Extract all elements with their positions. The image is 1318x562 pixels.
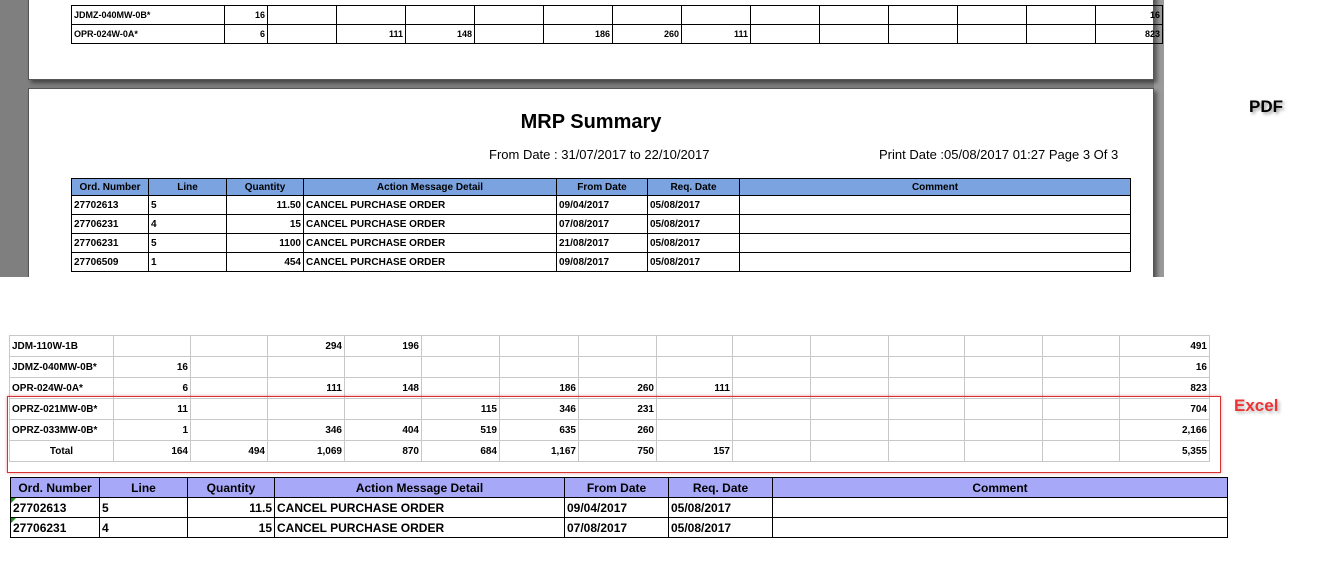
value-cell: 6 bbox=[114, 378, 191, 399]
value-cell: 1,167 bbox=[500, 441, 579, 462]
column-header: Action Message Detail bbox=[275, 478, 565, 498]
value-cell: 196 bbox=[345, 336, 422, 357]
column-header: Quantity bbox=[227, 179, 304, 196]
value-cell: 870 bbox=[345, 441, 422, 462]
value-cell bbox=[191, 357, 268, 378]
excel-label: Excel bbox=[1234, 396, 1279, 415]
value-cell bbox=[965, 336, 1043, 357]
value-cell bbox=[820, 25, 889, 44]
value-cell: 491 bbox=[1120, 336, 1210, 357]
detail-cell: 05/08/2017 bbox=[648, 234, 740, 253]
value-cell bbox=[1043, 336, 1120, 357]
table-row bbox=[10, 357, 1210, 378]
column-header: Req. Date bbox=[669, 478, 773, 498]
value-cell: 260 bbox=[579, 378, 657, 399]
detail-cell bbox=[740, 253, 1131, 272]
value-cell bbox=[733, 336, 811, 357]
table-row bbox=[72, 253, 1131, 272]
detail-cell: 11.5 bbox=[188, 498, 275, 518]
value-cell: 16 bbox=[1120, 357, 1210, 378]
value-cell: 16 bbox=[1096, 6, 1163, 25]
detail-cell: 27702613 bbox=[11, 498, 100, 518]
value-cell: 148 bbox=[345, 378, 422, 399]
detail-cell: 15 bbox=[188, 518, 275, 538]
item-code-cell: OPRZ-033MW-0B* bbox=[10, 420, 114, 441]
column-header: Line bbox=[149, 179, 227, 196]
value-cell: 16 bbox=[114, 357, 191, 378]
value-cell bbox=[337, 6, 406, 25]
detail-cell bbox=[773, 498, 1228, 518]
value-cell: 750 bbox=[579, 441, 657, 462]
value-cell: 186 bbox=[500, 378, 579, 399]
header-row bbox=[11, 478, 1228, 498]
item-code-cell: OPR-024W-0A* bbox=[72, 25, 225, 44]
table-row bbox=[72, 196, 1131, 215]
detail-cell: 05/08/2017 bbox=[648, 196, 740, 215]
value-cell bbox=[579, 336, 657, 357]
value-cell: 260 bbox=[613, 25, 682, 44]
value-cell: 684 bbox=[422, 441, 500, 462]
value-cell bbox=[889, 25, 958, 44]
value-cell: 823 bbox=[1096, 25, 1163, 44]
value-cell bbox=[751, 6, 820, 25]
value-cell bbox=[422, 336, 500, 357]
item-code-cell: JDM-110W-1B bbox=[10, 336, 114, 357]
detail-cell: 07/08/2017 bbox=[557, 215, 648, 234]
value-cell bbox=[422, 357, 500, 378]
value-cell bbox=[475, 25, 544, 44]
value-cell: 111 bbox=[657, 378, 733, 399]
value-cell: 2,166 bbox=[1120, 420, 1210, 441]
value-cell: 148 bbox=[406, 25, 475, 44]
detail-cell: 27706509 bbox=[72, 253, 149, 272]
detail-cell bbox=[740, 196, 1131, 215]
detail-cell: 05/08/2017 bbox=[669, 498, 773, 518]
value-cell bbox=[811, 357, 889, 378]
value-cell: 1 bbox=[114, 420, 191, 441]
detail-cell: 4 bbox=[149, 215, 227, 234]
value-cell bbox=[682, 6, 751, 25]
value-cell: 294 bbox=[268, 336, 345, 357]
column-header: Ord. Number bbox=[11, 478, 100, 498]
detail-cell bbox=[773, 518, 1228, 538]
detail-cell: CANCEL PURCHASE ORDER bbox=[275, 498, 565, 518]
value-cell bbox=[500, 357, 579, 378]
detail-cell bbox=[740, 234, 1131, 253]
value-cell: 157 bbox=[657, 441, 733, 462]
value-cell: 1,069 bbox=[268, 441, 345, 462]
value-cell bbox=[1043, 357, 1120, 378]
value-cell bbox=[613, 6, 682, 25]
table-row bbox=[72, 215, 1131, 234]
detail-cell: 21/08/2017 bbox=[557, 234, 648, 253]
detail-cell: 27706231 bbox=[11, 518, 100, 538]
value-cell: 260 bbox=[579, 420, 657, 441]
header-row bbox=[72, 179, 1131, 196]
detail-cell: 09/04/2017 bbox=[565, 498, 669, 518]
value-cell: 115 bbox=[422, 399, 500, 420]
value-cell: 404 bbox=[345, 420, 422, 441]
detail-cell: CANCEL PURCHASE ORDER bbox=[304, 253, 557, 272]
value-cell bbox=[1027, 6, 1096, 25]
column-header: Line bbox=[100, 478, 188, 498]
table-row bbox=[72, 6, 1163, 25]
item-code-cell: JDMZ-040MW-0B* bbox=[72, 6, 225, 25]
excel-detail-table bbox=[10, 477, 1228, 538]
value-cell: 186 bbox=[544, 25, 613, 44]
detail-cell: 5 bbox=[149, 196, 227, 215]
table-row bbox=[11, 518, 1228, 538]
detail-cell: CANCEL PURCHASE ORDER bbox=[304, 196, 557, 215]
value-cell: 111 bbox=[268, 378, 345, 399]
column-header: Ord. Number bbox=[72, 179, 149, 196]
detail-cell: 5 bbox=[149, 234, 227, 253]
detail-cell: 11.50 bbox=[227, 196, 304, 215]
value-cell bbox=[268, 357, 345, 378]
detail-cell: 27706231 bbox=[72, 215, 149, 234]
column-header: Comment bbox=[740, 179, 1131, 196]
detail-cell: CANCEL PURCHASE ORDER bbox=[304, 215, 557, 234]
value-cell bbox=[657, 357, 733, 378]
column-header: Comment bbox=[773, 478, 1228, 498]
item-code-cell: OPRZ-021MW-0B* bbox=[10, 399, 114, 420]
pdf-summary-table bbox=[71, 5, 1163, 44]
value-cell: 164 bbox=[114, 441, 191, 462]
value-cell bbox=[811, 336, 889, 357]
value-cell bbox=[820, 6, 889, 25]
value-cell: 111 bbox=[682, 25, 751, 44]
pdf-viewer[interactable] bbox=[0, 0, 1164, 277]
value-cell bbox=[733, 357, 811, 378]
value-cell: 346 bbox=[268, 420, 345, 441]
detail-cell bbox=[740, 215, 1131, 234]
column-header: Action Message Detail bbox=[304, 179, 557, 196]
detail-cell: 5 bbox=[100, 498, 188, 518]
table-row bbox=[72, 234, 1131, 253]
value-cell bbox=[544, 6, 613, 25]
detail-cell: 05/08/2017 bbox=[669, 518, 773, 538]
column-header: Req. Date bbox=[648, 179, 740, 196]
value-cell bbox=[958, 25, 1027, 44]
detail-cell: 15 bbox=[227, 215, 304, 234]
detail-cell: CANCEL PURCHASE ORDER bbox=[304, 234, 557, 253]
pdf-detail-table bbox=[71, 178, 1131, 272]
item-code-cell: JDMZ-040MW-0B* bbox=[10, 357, 114, 378]
detail-cell: 09/04/2017 bbox=[557, 196, 648, 215]
value-cell bbox=[965, 357, 1043, 378]
value-cell bbox=[889, 6, 958, 25]
value-cell: 5,355 bbox=[1120, 441, 1210, 462]
column-header: From Date bbox=[557, 179, 648, 196]
value-cell bbox=[751, 25, 820, 44]
value-cell: 231 bbox=[579, 399, 657, 420]
value-cell bbox=[889, 336, 965, 357]
value-cell bbox=[500, 336, 579, 357]
value-cell bbox=[268, 25, 337, 44]
pdf-page-3 bbox=[28, 88, 1154, 277]
detail-cell: CANCEL PURCHASE ORDER bbox=[275, 518, 565, 538]
table-row bbox=[11, 498, 1228, 518]
value-cell bbox=[191, 336, 268, 357]
detail-cell: 454 bbox=[227, 253, 304, 272]
value-cell bbox=[579, 357, 657, 378]
detail-cell: 05/08/2017 bbox=[648, 253, 740, 272]
value-cell bbox=[114, 336, 191, 357]
detail-cell: 1100 bbox=[227, 234, 304, 253]
excel-highlight-box bbox=[7, 396, 1221, 473]
value-cell bbox=[268, 6, 337, 25]
detail-cell: 07/08/2017 bbox=[565, 518, 669, 538]
detail-cell: 09/08/2017 bbox=[557, 253, 648, 272]
value-cell bbox=[345, 357, 422, 378]
item-code-cell: Total bbox=[10, 441, 114, 462]
value-cell bbox=[1027, 25, 1096, 44]
column-header: From Date bbox=[565, 478, 669, 498]
value-cell: 11 bbox=[114, 399, 191, 420]
value-cell: 704 bbox=[1120, 399, 1210, 420]
column-header: Quantity bbox=[188, 478, 275, 498]
value-cell bbox=[475, 6, 544, 25]
value-cell: 6 bbox=[225, 25, 268, 44]
report-title: MRP Summary bbox=[520, 111, 662, 133]
detail-cell: 27706231 bbox=[72, 234, 149, 253]
table-row bbox=[10, 336, 1210, 357]
detail-cell: 1 bbox=[149, 253, 227, 272]
detail-cell: 27702613 bbox=[72, 196, 149, 215]
value-cell: 111 bbox=[337, 25, 406, 44]
value-cell: 823 bbox=[1120, 378, 1210, 399]
detail-cell: 4 bbox=[100, 518, 188, 538]
detail-cell: 05/08/2017 bbox=[648, 215, 740, 234]
report-date-range: From Date : 31/07/2017 to 22/10/2017 bbox=[489, 147, 710, 162]
value-cell: 346 bbox=[500, 399, 579, 420]
value-cell: 494 bbox=[191, 441, 268, 462]
value-cell: 519 bbox=[422, 420, 500, 441]
value-cell: 16 bbox=[225, 6, 268, 25]
item-code-cell: OPR-024W-0A* bbox=[10, 378, 114, 399]
value-cell bbox=[889, 357, 965, 378]
value-cell bbox=[657, 336, 733, 357]
pdf-label: PDF bbox=[1249, 97, 1283, 116]
report-print-date: Print Date :05/08/2017 01:27 Page 3 Of 3 bbox=[879, 147, 1119, 162]
pdf-page-2 bbox=[28, 0, 1160, 80]
table-row bbox=[72, 25, 1163, 44]
value-cell bbox=[958, 6, 1027, 25]
value-cell bbox=[406, 6, 475, 25]
value-cell: 635 bbox=[500, 420, 579, 441]
